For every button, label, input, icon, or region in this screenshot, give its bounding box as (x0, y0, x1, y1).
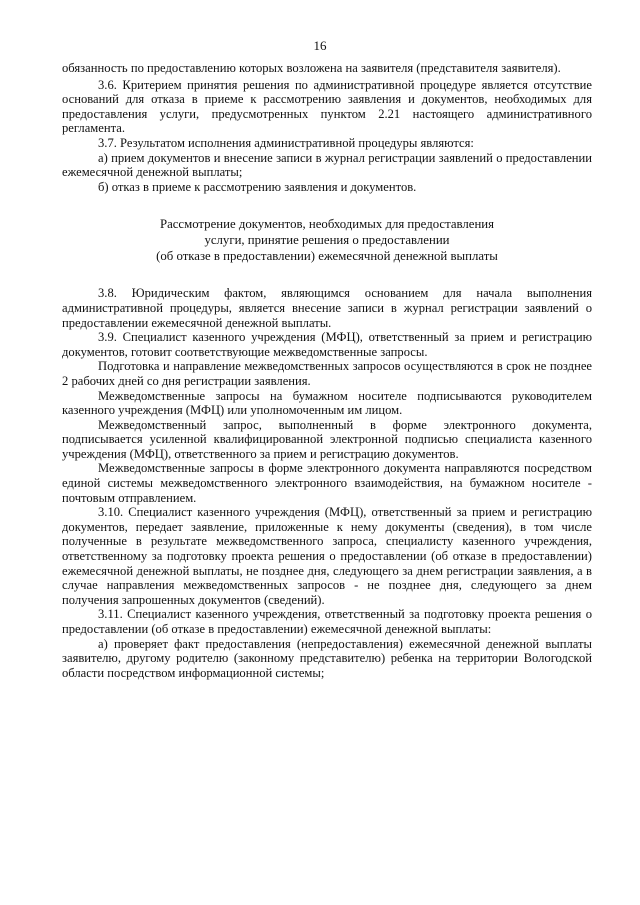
paragraph: а) прием документов и внесение записи в журнал регистрации заявлений о предоставлении ежемесячной денежной выплаты; (62, 150, 592, 180)
page-number: 16 (313, 38, 327, 53)
section-heading-line: Рассмотрение документов, необходимых для предоставления (159, 217, 495, 232)
section-heading-line: (об отказе в предоставлении) ежемесячной денежной выплаты (156, 249, 498, 264)
paragraph: 3.9. Специалист казенного учреждения (МФЦ), ответственный за прием и регистрацию документов, готовит соответствующие межведомственные запросы. (62, 330, 592, 359)
paragraph: Межведомственный запрос, выполненный в форме электронного документа, подписывается усиленной квалифицированной электронной подписью специалиста казенного учреждения (МФЦ), ответственного за прием и регистрацию документов. (62, 417, 592, 461)
paragraph: 3.10. Специалист казенного учреждения (МФЦ), ответственный за прием и регистрацию документов, передает заявление, приложенные к нему документы (сведения), в том числе полученные в результате межведомственного запроса, специалисту казенного учреждения, ответственному за подготовку проекта решения о предоставлении (об отказе в предоставлении) ежемесячной денежной выплаты, не позднее дня, следующего за днем регистрации заявления, а в случае направления межведомственных запросов - не позднее дня, следующего за днем получения запрошенных документов (сведений). (62, 505, 592, 607)
paragraph: 3.7. Результатом исполнения административной процедуры являются: (98, 135, 474, 150)
paragraph: б) отказ в приеме к рассмотрению заявления и документов. (98, 179, 417, 194)
paragraph: а) проверяет факт предоставления (непредоставления) ежемесячной денежной выплаты заявителю, другому родителю (законному представителю) ребенка на территории Вологодской области посредством информационной системы; (62, 636, 592, 680)
paragraph: Межведомственные запросы в форме электронного документа направляются посредством единой системы межведомственного электронного взаимодействия, на бумажном носителе - почтовым отправлением. (62, 461, 592, 505)
section-heading (62, 216, 592, 264)
paragraph: 3.11. Специалист казенного учреждения, ответственный за подготовку проекта решения о предоставлении (об отказе в предоставлении) ежемесячной денежной выплаты: (62, 607, 592, 636)
paragraph: Межведомственные запросы на бумажном носителе подписываются руководителем казенного учреждения (МФЦ) или уполномоченным им лицом. (62, 388, 592, 418)
document-body (62, 61, 592, 680)
paragraph: Подготовка и направление межведомственных запросов осуществляются в срок не позднее 2 рабочих дней со дня регистрации заявления. (62, 359, 592, 388)
section-heading-line: услуги, принятие решения о предоставлении (204, 233, 450, 248)
paragraph: 3.6. Критерием принятия решения по административной процедуре является отсутствие оснований для отказа в приеме к рассмотрению заявления и документов, необходимых для предоставления услуги, предусмотренных пунктом 2.21 настоящего административного регламента. (62, 77, 592, 136)
paragraph: обязанность по предоставлению которых возложена на заявителя (представителя заявителя). (62, 61, 561, 75)
paragraph: 3.8. Юридическим фактом, являющимся основанием для начала выполнения административной процедуры, является внесение записи в журнал регистрации заявлений о предоставлении ежемесячной денежной выплаты. (62, 286, 592, 330)
